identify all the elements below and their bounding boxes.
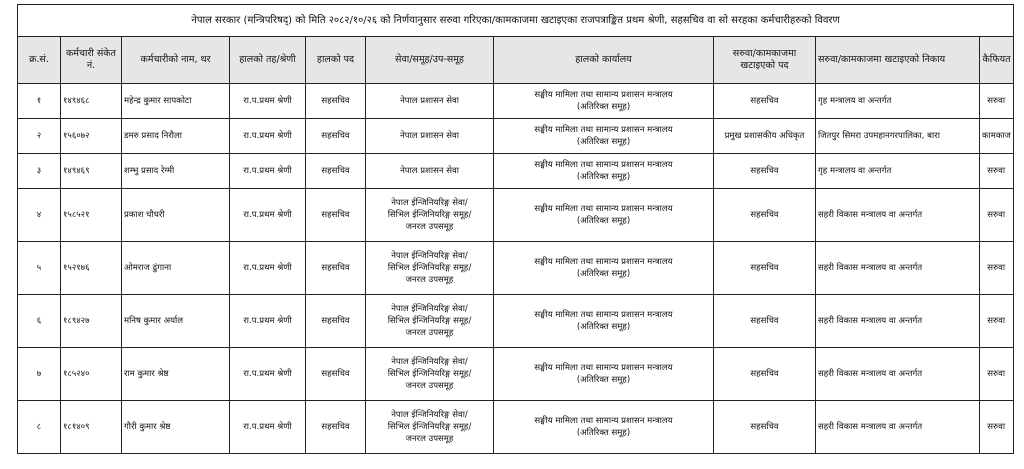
cell-transfer-post: सहसचिव [714, 154, 816, 189]
cell-office-line: सङ्घीय मामिला तथा सामान्य प्रशासन मन्त्रालय [534, 160, 673, 170]
cell-post: सहसचिव [306, 401, 366, 454]
cell-name: शम्भु प्रसाद रेग्मी [122, 154, 230, 189]
cell-name: प्रकाश चौधरी [122, 189, 230, 242]
cell-sn: ५ [18, 242, 61, 295]
cell-service-line: नेपाल ईन्जिनियरिङ्ग सेवा/ [391, 357, 468, 367]
header-post: हालको पद [306, 37, 366, 84]
header-remarks: कैफियत [980, 37, 1014, 84]
cell-code: १८१४०९ [61, 401, 122, 454]
cell-office-line: (अतिरिक्त समूह) [576, 375, 631, 385]
cell-service [366, 295, 494, 348]
cell-remarks: सरुवा [980, 295, 1014, 348]
cell-office-line: (अतिरिक्त समूह) [576, 102, 631, 112]
cell-level: रा.प.प्रथम श्रेणी [230, 84, 306, 119]
cell-code: १५२१७६ [61, 242, 122, 295]
cell-code: १४९४६९ [61, 154, 122, 189]
cell-transfer-office: जितपुर सिमरा उपमहानगरपालिका, बारा [816, 119, 980, 154]
cell-post: सहसचिव [306, 348, 366, 401]
table-row [18, 295, 1014, 348]
cell-service-line: नेपाल प्रशासन सेवा [400, 166, 459, 176]
transfer-list-document [17, 4, 1013, 454]
cell-transfer-office: सहरी विकास मन्त्रालय वा अन्तर्गत [816, 189, 980, 242]
cell-service-line: जनरल उपसमूह [405, 381, 454, 391]
cell-service-line: जनरल उपसमूह [405, 328, 454, 338]
cell-name: राम कुमार श्रेष्ठ [122, 348, 230, 401]
cell-code: १८९४२७ [61, 295, 122, 348]
cell-level: रा.प.प्रथम श्रेणी [230, 348, 306, 401]
table-row [18, 242, 1014, 295]
cell-transfer-post: सहसचिव [714, 84, 816, 119]
cell-transfer-post: सहसचिव [714, 348, 816, 401]
cell-service-line: नेपाल ईन्जिनियरिङ्ग सेवा/ [391, 198, 468, 208]
cell-office-line: (अतिरिक्त समूह) [576, 269, 631, 279]
cell-office-line: सङ्घीय मामिला तथा सामान्य प्रशासन मन्त्रालय [534, 257, 673, 267]
cell-office-line: सङ्घीय मामिला तथा सामान्य प्रशासन मन्त्रालय [534, 204, 673, 214]
cell-sn: ८ [18, 401, 61, 454]
cell-office [494, 84, 714, 119]
table-row [18, 84, 1014, 119]
cell-office-line: सङ्घीय मामिला तथा सामान्य प्रशासन मन्त्रालय [534, 125, 673, 135]
transfer-table [17, 4, 1014, 454]
cell-level: रा.प.प्रथम श्रेणी [230, 119, 306, 154]
cell-service [366, 401, 494, 454]
cell-sn: २ [18, 119, 61, 154]
cell-office [494, 348, 714, 401]
cell-office-line: (अतिरिक्त समूह) [576, 322, 631, 332]
cell-level: रा.प.प्रथम श्रेणी [230, 189, 306, 242]
cell-office-line: (अतिरिक्त समूह) [576, 428, 631, 438]
cell-service-line: सिभिल ईन्जिनियरिङ्ग समूह/ [387, 422, 472, 432]
cell-transfer-post: सहसचिव [714, 189, 816, 242]
cell-post: सहसचिव [306, 189, 366, 242]
table-row [18, 401, 1014, 454]
table-row [18, 154, 1014, 189]
cell-sn: ७ [18, 348, 61, 401]
cell-transfer-office: सहरी विकास मन्त्रालय वा अन्तर्गत [816, 242, 980, 295]
cell-service-line: जनरल उपसमूह [405, 275, 454, 285]
cell-transfer-office: गृह मन्त्रालय वा अन्तर्गत [816, 84, 980, 119]
cell-office-line: सङ्घीय मामिला तथा सामान्य प्रशासन मन्त्रालय [534, 90, 673, 100]
cell-remarks: सरुवा [980, 401, 1014, 454]
cell-name: गौरी कुमार श्रेष्ठ [122, 401, 230, 454]
cell-transfer-office: सहरी विकास मन्त्रालय वा अन्तर्गत [816, 348, 980, 401]
cell-post: सहसचिव [306, 154, 366, 189]
table-row [18, 189, 1014, 242]
cell-name: मनिष कुमार अर्याल [122, 295, 230, 348]
cell-service-line: सिभिल ईन्जिनियरिङ्ग समूह/ [387, 210, 472, 220]
cell-service-line: नेपाल प्रशासन सेवा [400, 131, 459, 141]
cell-post: सहसचिव [306, 84, 366, 119]
cell-office [494, 154, 714, 189]
cell-service-line: नेपाल ईन्जिनियरिङ्ग सेवा/ [391, 410, 468, 420]
cell-office-line: (अतिरिक्त समूह) [576, 137, 631, 147]
cell-office [494, 295, 714, 348]
cell-remarks: सरुवा [980, 242, 1014, 295]
cell-sn: ३ [18, 154, 61, 189]
header-code: कर्मचारी संकेत नं. [61, 37, 122, 84]
cell-level: रा.प.प्रथम श्रेणी [230, 154, 306, 189]
header-transfer-post: सरुवा/कामकाजमा खटाइएको पद [714, 37, 816, 84]
cell-code: १४९४६८ [61, 84, 122, 119]
cell-code: १५६०७२ [61, 119, 122, 154]
header-level: हालको तह/श्रेणी [230, 37, 306, 84]
cell-post: सहसचिव [306, 295, 366, 348]
table-body [18, 84, 1014, 454]
document-title: नेपाल सरकार (मन्त्रिपरिषद्) को मिति २०८२/१०/२६ को निर्णयानुसार सरुवा गरिएका/कामकाजमा खटाइएका राजपत्राङ्कित प्रथम श्रेणी, सहसचिव वा सो सरहका कर्मचारीहरुको विवरण [18, 5, 1014, 37]
cell-sn: १ [18, 84, 61, 119]
cell-office-line: (अतिरिक्त समूह) [576, 172, 631, 182]
cell-service-line: नेपाल ईन्जिनियरिङ्ग सेवा/ [391, 251, 468, 261]
cell-code: १५८५२१ [61, 189, 122, 242]
cell-remarks: सरुवा [980, 189, 1014, 242]
cell-transfer-post: सहसचिव [714, 242, 816, 295]
cell-service-line: जनरल उपसमूह [405, 222, 454, 232]
header-office: हालको कार्यालय [494, 37, 714, 84]
cell-post: सहसचिव [306, 119, 366, 154]
cell-transfer-office: सहरी विकास मन्त्रालय वा अन्तर्गत [816, 295, 980, 348]
cell-sn: ४ [18, 189, 61, 242]
cell-service [366, 154, 494, 189]
cell-remarks: सरुवा [980, 154, 1014, 189]
cell-level: रा.प.प्रथम श्रेणी [230, 295, 306, 348]
table-row [18, 348, 1014, 401]
cell-office [494, 119, 714, 154]
cell-service-line: सिभिल ईन्जिनियरिङ्ग समूह/ [387, 263, 472, 273]
cell-transfer-post: सहसचिव [714, 295, 816, 348]
cell-service [366, 348, 494, 401]
cell-service-line: नेपाल प्रशासन सेवा [400, 96, 459, 106]
table-row [18, 119, 1014, 154]
header-name: कर्मचारीको नाम, थर [122, 37, 230, 84]
cell-remarks: कामकाज [980, 119, 1014, 154]
header-sn: क्र.सं. [18, 37, 61, 84]
cell-service [366, 189, 494, 242]
cell-service-line: नेपाल ईन्जिनियरिङ्ग सेवा/ [391, 304, 468, 314]
cell-service [366, 84, 494, 119]
cell-service-line: जनरल उपसमूह [405, 434, 454, 444]
cell-sn: ६ [18, 295, 61, 348]
cell-transfer-post: प्रमुख प्रशासकीय अधिकृत [714, 119, 816, 154]
cell-office-line: सङ्घीय मामिला तथा सामान्य प्रशासन मन्त्रालय [534, 416, 673, 426]
cell-level: रा.प.प्रथम श्रेणी [230, 242, 306, 295]
cell-office-line: सङ्घीय मामिला तथा सामान्य प्रशासन मन्त्रालय [534, 363, 673, 373]
cell-name: महेन्द्र कुमार सापकोटा [122, 84, 230, 119]
cell-office [494, 242, 714, 295]
cell-remarks: सरुवा [980, 348, 1014, 401]
cell-service [366, 119, 494, 154]
cell-level: रा.प.प्रथम श्रेणी [230, 401, 306, 454]
cell-code: १८५२४० [61, 348, 122, 401]
header-transfer-office: सरुवा/कामकाजमा खटाइएको निकाय [816, 37, 980, 84]
cell-transfer-office: सहरी विकास मन्त्रालय वा अन्तर्गत [816, 401, 980, 454]
cell-office-line: (अतिरिक्त समूह) [576, 216, 631, 226]
cell-remarks: सरुवा [980, 84, 1014, 119]
cell-office [494, 401, 714, 454]
cell-service-line: सिभिल ईन्जिनियरिङ्ग समूह/ [387, 369, 472, 379]
cell-transfer-post: सहसचिव [714, 401, 816, 454]
cell-post: सहसचिव [306, 242, 366, 295]
cell-service [366, 242, 494, 295]
header-row [18, 37, 1014, 84]
cell-office [494, 189, 714, 242]
header-service: सेवा/समूह/उप-समूह [366, 37, 494, 84]
cell-service-line: सिभिल ईन्जिनियरिङ्ग समूह/ [387, 316, 472, 326]
cell-office-line: सङ्घीय मामिला तथा सामान्य प्रशासन मन्त्रालय [534, 310, 673, 320]
cell-name: ओमराज ढुंगाना [122, 242, 230, 295]
cell-transfer-office: गृह मन्त्रालय वा अन्तर्गत [816, 154, 980, 189]
cell-name: डमरु प्रसाद निरौला [122, 119, 230, 154]
